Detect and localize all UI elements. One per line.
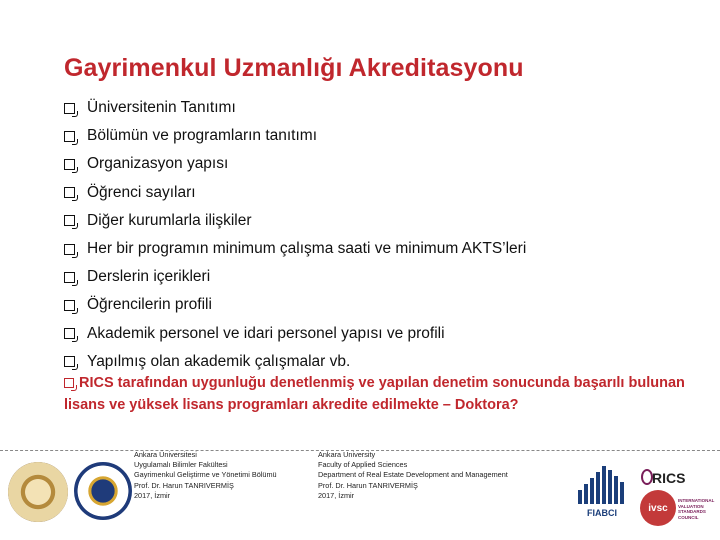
fiabci-logo-text: FIABCI: [587, 508, 617, 518]
checkbox-bullet-icon: [64, 272, 75, 283]
checkbox-bullet-icon: [64, 187, 75, 198]
list-item: [64, 320, 704, 348]
bullet-text: Diğer kurumlarla ilişkiler: [87, 211, 252, 229]
footer-line: Ankara Üniversitesi: [134, 450, 197, 459]
footer-line: Faculty of Applied Sciences: [318, 460, 408, 470]
footer-line: Uygulamalı Bilimler Fakültesi: [134, 460, 228, 470]
fiabci-buildings-icon: [578, 466, 626, 504]
checkbox-bullet-icon: [64, 131, 75, 142]
bullet-text: Organizasyon yapısı: [87, 155, 229, 173]
checkbox-bullet-icon: [64, 103, 75, 114]
page-title: Gayrimenkul Uzmanlığı Akreditasyonu: [64, 54, 524, 82]
list-item: [64, 94, 704, 122]
bullet-text: Öğrencilerin profili: [87, 296, 212, 314]
footer-line: Department of Real Estate Development and Management: [318, 470, 508, 480]
footer-line: Prof. Dr. Harun TANRIVERMİŞ: [318, 480, 418, 490]
list-item: [64, 207, 704, 235]
ankara-university-seal-icon: [8, 462, 68, 522]
bullet-text: Her bir programın minimum çalışma saati ve minimum AKTS’leri: [87, 240, 527, 258]
checkbox-bullet-icon: [64, 378, 74, 388]
bullet-list: [64, 94, 704, 376]
ivsc-logo: ivsc: [640, 490, 676, 526]
footer-line: 2017, İzmir: [134, 490, 171, 500]
footer-line: 2017, İzmir: [318, 490, 355, 500]
list-item: [64, 122, 704, 150]
checkbox-bullet-icon: [64, 300, 75, 311]
checkbox-bullet-icon: [64, 159, 75, 170]
checkbox-bullet-icon: [64, 356, 75, 367]
checkbox-bullet-icon: [64, 215, 75, 226]
list-item: [64, 291, 704, 319]
checkbox-bullet-icon: [64, 328, 75, 339]
checkbox-bullet-icon: [64, 244, 75, 255]
list-item: [64, 235, 704, 263]
list-item: [64, 263, 704, 291]
fiabci-logo: [572, 466, 632, 524]
rics-note-text: RICS tarafından uygunluğu denetlenmiş ve yapılan denetim sonucunda başarılı bulunan lisans ve yüksek lisans programları akredite edilmekte – Doktora?: [64, 375, 685, 413]
footer-english: [318, 450, 508, 501]
bullet-text: Bölümün ve programların tanıtımı: [87, 127, 318, 145]
faculty-seal-icon: [74, 462, 132, 520]
list-item: [64, 179, 704, 207]
footer-turkish: [134, 450, 277, 501]
bullet-text: Üniversitenin Tanıtımı: [87, 99, 236, 117]
footer-line: Ankara University: [318, 450, 376, 459]
rics-accreditation-note: [64, 372, 704, 416]
bullet-text: Öğrenci sayıları: [87, 183, 196, 201]
footer-line: Prof. Dr. Harun TANRIVERMİŞ: [134, 480, 234, 490]
list-item: [64, 150, 704, 178]
bullet-text: Akademik personel ve idari personel yapısı ve profili: [87, 324, 445, 342]
rics-logo: RICS: [652, 470, 686, 486]
bullet-text: Derslerin içerikleri: [87, 268, 211, 286]
bullet-text: Yapılmış olan akademik çalışmalar vb.: [87, 352, 351, 370]
ivsc-logo-subtitle: INTERNATIONAL VALUATION STANDARDS COUNCIL: [678, 498, 715, 520]
footer-line: Gayrimenkul Geliştirme ve Yönetimi Bölümü: [134, 470, 277, 480]
